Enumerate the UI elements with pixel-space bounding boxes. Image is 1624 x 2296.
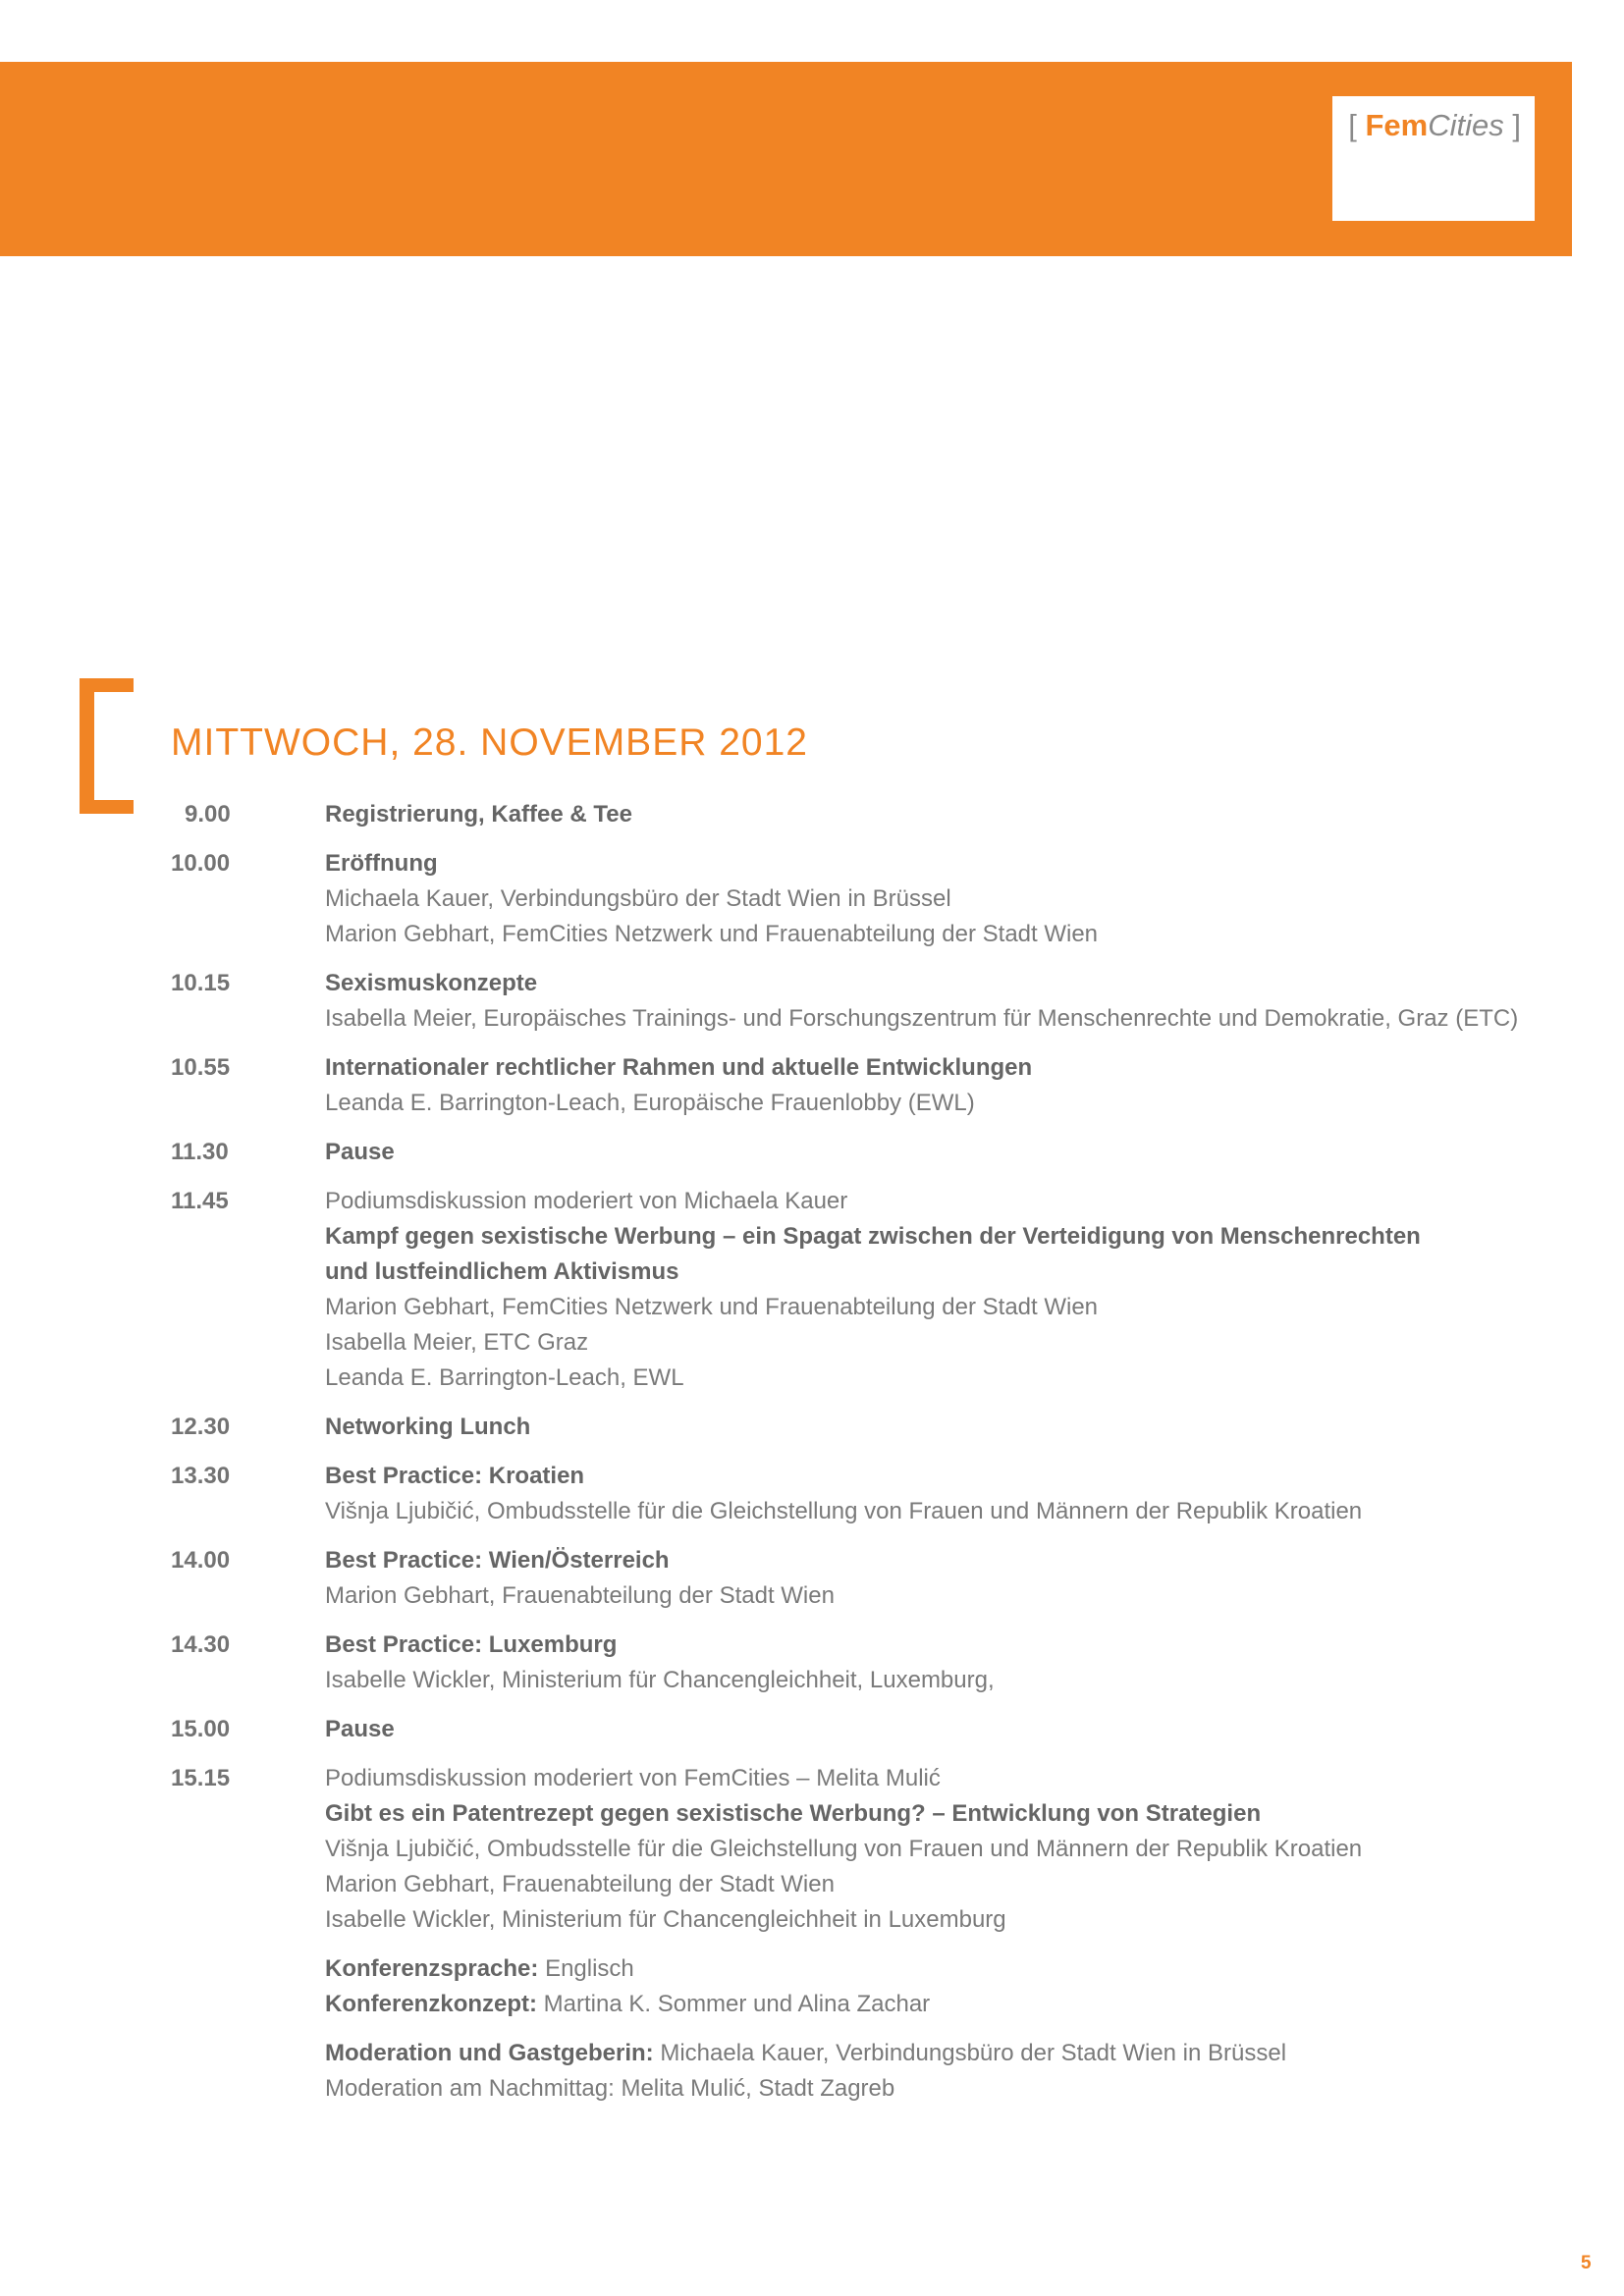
logo-cities: Cities [1428,108,1504,142]
agenda [171,797,1565,2107]
agenda-heading: und lustfeindlichem Aktivismus [325,1258,679,1285]
agenda-line: Marion Gebhart, Frauenabteilung der Stadt Wien [325,1871,835,1897]
agenda-line: Isabella Meier, Europäisches Trainings- und Forschungszentrum für Menschenrechte und Demokratie, Graz (ETC) [325,1005,1519,1032]
agenda-heading: Pause [325,1716,395,1742]
logo-text [1348,108,1521,143]
agenda-time: 12.30 [171,1414,231,1440]
agenda-item [171,797,1565,832]
agenda-heading: Internationaler rechtlicher Rahmen und aktuelle Entwicklungen [325,1054,1033,1081]
agenda-time: 10.55 [171,1054,231,1081]
agenda-time: 14.30 [171,1631,231,1658]
agenda-item [171,1410,1565,1445]
agenda-line: Marion Gebhart, Frauenabteilung der Stadt Wien [325,1582,835,1609]
moderation-host [325,2036,1565,2071]
agenda-line: Leanda E. Barrington-Leach, Europäische Frauenlobby (EWL) [325,1090,975,1116]
agenda-heading: Eröffnung [325,850,438,877]
agenda-heading: Best Practice: Luxemburg [325,1631,618,1658]
agenda-line: Višnja Ljubičić, Ombudsstelle für die Gleichstellung von Frauen und Männern der Republik Kroatien [325,1498,1363,1524]
agenda-line: Marion Gebhart, FemCities Netzwerk und Frauenabteilung der Stadt Wien [325,921,1099,947]
agenda-line: Marion Gebhart, FemCities Netzwerk und Frauenabteilung der Stadt Wien [325,1294,1099,1320]
agenda-item [171,1712,1565,1747]
agenda-details [325,797,1565,832]
agenda-time: 11.30 [171,1139,229,1165]
conference-info [325,1951,1565,2022]
agenda-details [325,966,1565,1037]
agenda-item [171,846,1565,952]
agenda-time: 15.15 [171,1765,231,1791]
conference-concept [325,1987,1565,2022]
agenda-heading: Best Practice: Kroatien [325,1463,585,1489]
agenda-heading: Networking Lunch [325,1414,531,1440]
agenda-item [171,1543,1565,1614]
agenda-heading: Best Practice: Wien/Österreich [325,1547,670,1574]
agenda-details [325,1543,1565,1614]
moderation-host-value: Michaela Kauer, Verbindungsbüro der Stadt Wien in Brüssel [660,2040,1287,2066]
agenda-line: Isabelle Wickler, Ministerium für Chancengleichheit in Luxemburg [325,1906,1006,1933]
agenda-heading: Gibt es ein Patentrezept gegen sexistische Werbung? – Entwicklung von Strategien [325,1800,1262,1827]
agenda-time: 10.15 [171,970,231,996]
agenda-details [325,1410,1565,1445]
agenda-item [171,966,1565,1037]
agenda-details [325,1712,1565,1747]
agenda-line: Leanda E. Barrington-Leach, EWL [325,1364,684,1391]
moderation-info [325,2036,1565,2107]
agenda-line: Podiumsdiskussion moderiert von Michaela Kauer [325,1188,848,1214]
conference-concept-value: Martina K. Sommer und Alina Zachar [543,1991,931,2017]
agenda-line: Podiumsdiskussion moderiert von FemCities – Melita Mulić [325,1765,941,1791]
agenda-heading: Registrierung, Kaffee & Tee [325,801,632,828]
agenda-details [325,1184,1565,1396]
moderation-host-label: Moderation und Gastgeberin: [325,2040,654,2066]
page-number: 5 [1581,2253,1592,2273]
agenda-details [325,1135,1565,1170]
agenda-heading: Pause [325,1139,395,1165]
femcities-logo [1332,96,1535,221]
agenda-line: Michaela Kauer, Verbindungsbüro der Stadt Wien in Brüssel [325,885,951,912]
section-bracket-icon [80,678,134,814]
agenda-item [171,1628,1565,1698]
agenda-details [325,1050,1565,1121]
conference-concept-label: Konferenzkonzept: [325,1991,537,2017]
agenda-time: 10.00 [171,850,231,877]
moderation-afternoon: Moderation am Nachmittag: Melita Mulić, Stadt Zagreb [325,2075,895,2102]
logo-fem: Fem [1365,108,1429,142]
agenda-heading: Sexismuskonzepte [325,970,538,996]
page-title: MITTWOCH, 28. NOVEMBER 2012 [171,721,808,764]
agenda-details [325,1761,1565,1938]
agenda-time: 11.45 [171,1188,229,1214]
agenda-item [171,1459,1565,1529]
agenda-item [171,1135,1565,1170]
conference-language [325,1951,1565,1987]
agenda-item [171,1761,1565,1938]
logo-open-bracket: [ [1348,108,1357,142]
agenda-item [171,1184,1565,1396]
agenda-time: 15.00 [171,1716,231,1742]
logo-close-bracket: ] [1512,108,1521,142]
agenda-details [325,1628,1565,1698]
agenda-line: Isabelle Wickler, Ministerium für Chancengleichheit, Luxemburg, [325,1667,995,1693]
agenda-item [171,1050,1565,1121]
agenda-time: 14.00 [171,1547,231,1574]
conference-language-label: Konferenzsprache: [325,1955,539,1982]
conference-language-value: Englisch [545,1955,634,1982]
agenda-details [325,846,1565,952]
agenda-line: Višnja Ljubičić, Ombudsstelle für die Gleichstellung von Frauen und Männern der Republik Kroatien [325,1836,1363,1862]
agenda-line: Isabella Meier, ETC Graz [325,1329,589,1356]
agenda-time: 9.00 [185,801,231,828]
agenda-time: 13.30 [171,1463,231,1489]
agenda-details [325,1459,1565,1529]
agenda-heading: Kampf gegen sexistische Werbung – ein Spagat zwischen der Verteidigung von Menschenrechten [325,1223,1421,1250]
